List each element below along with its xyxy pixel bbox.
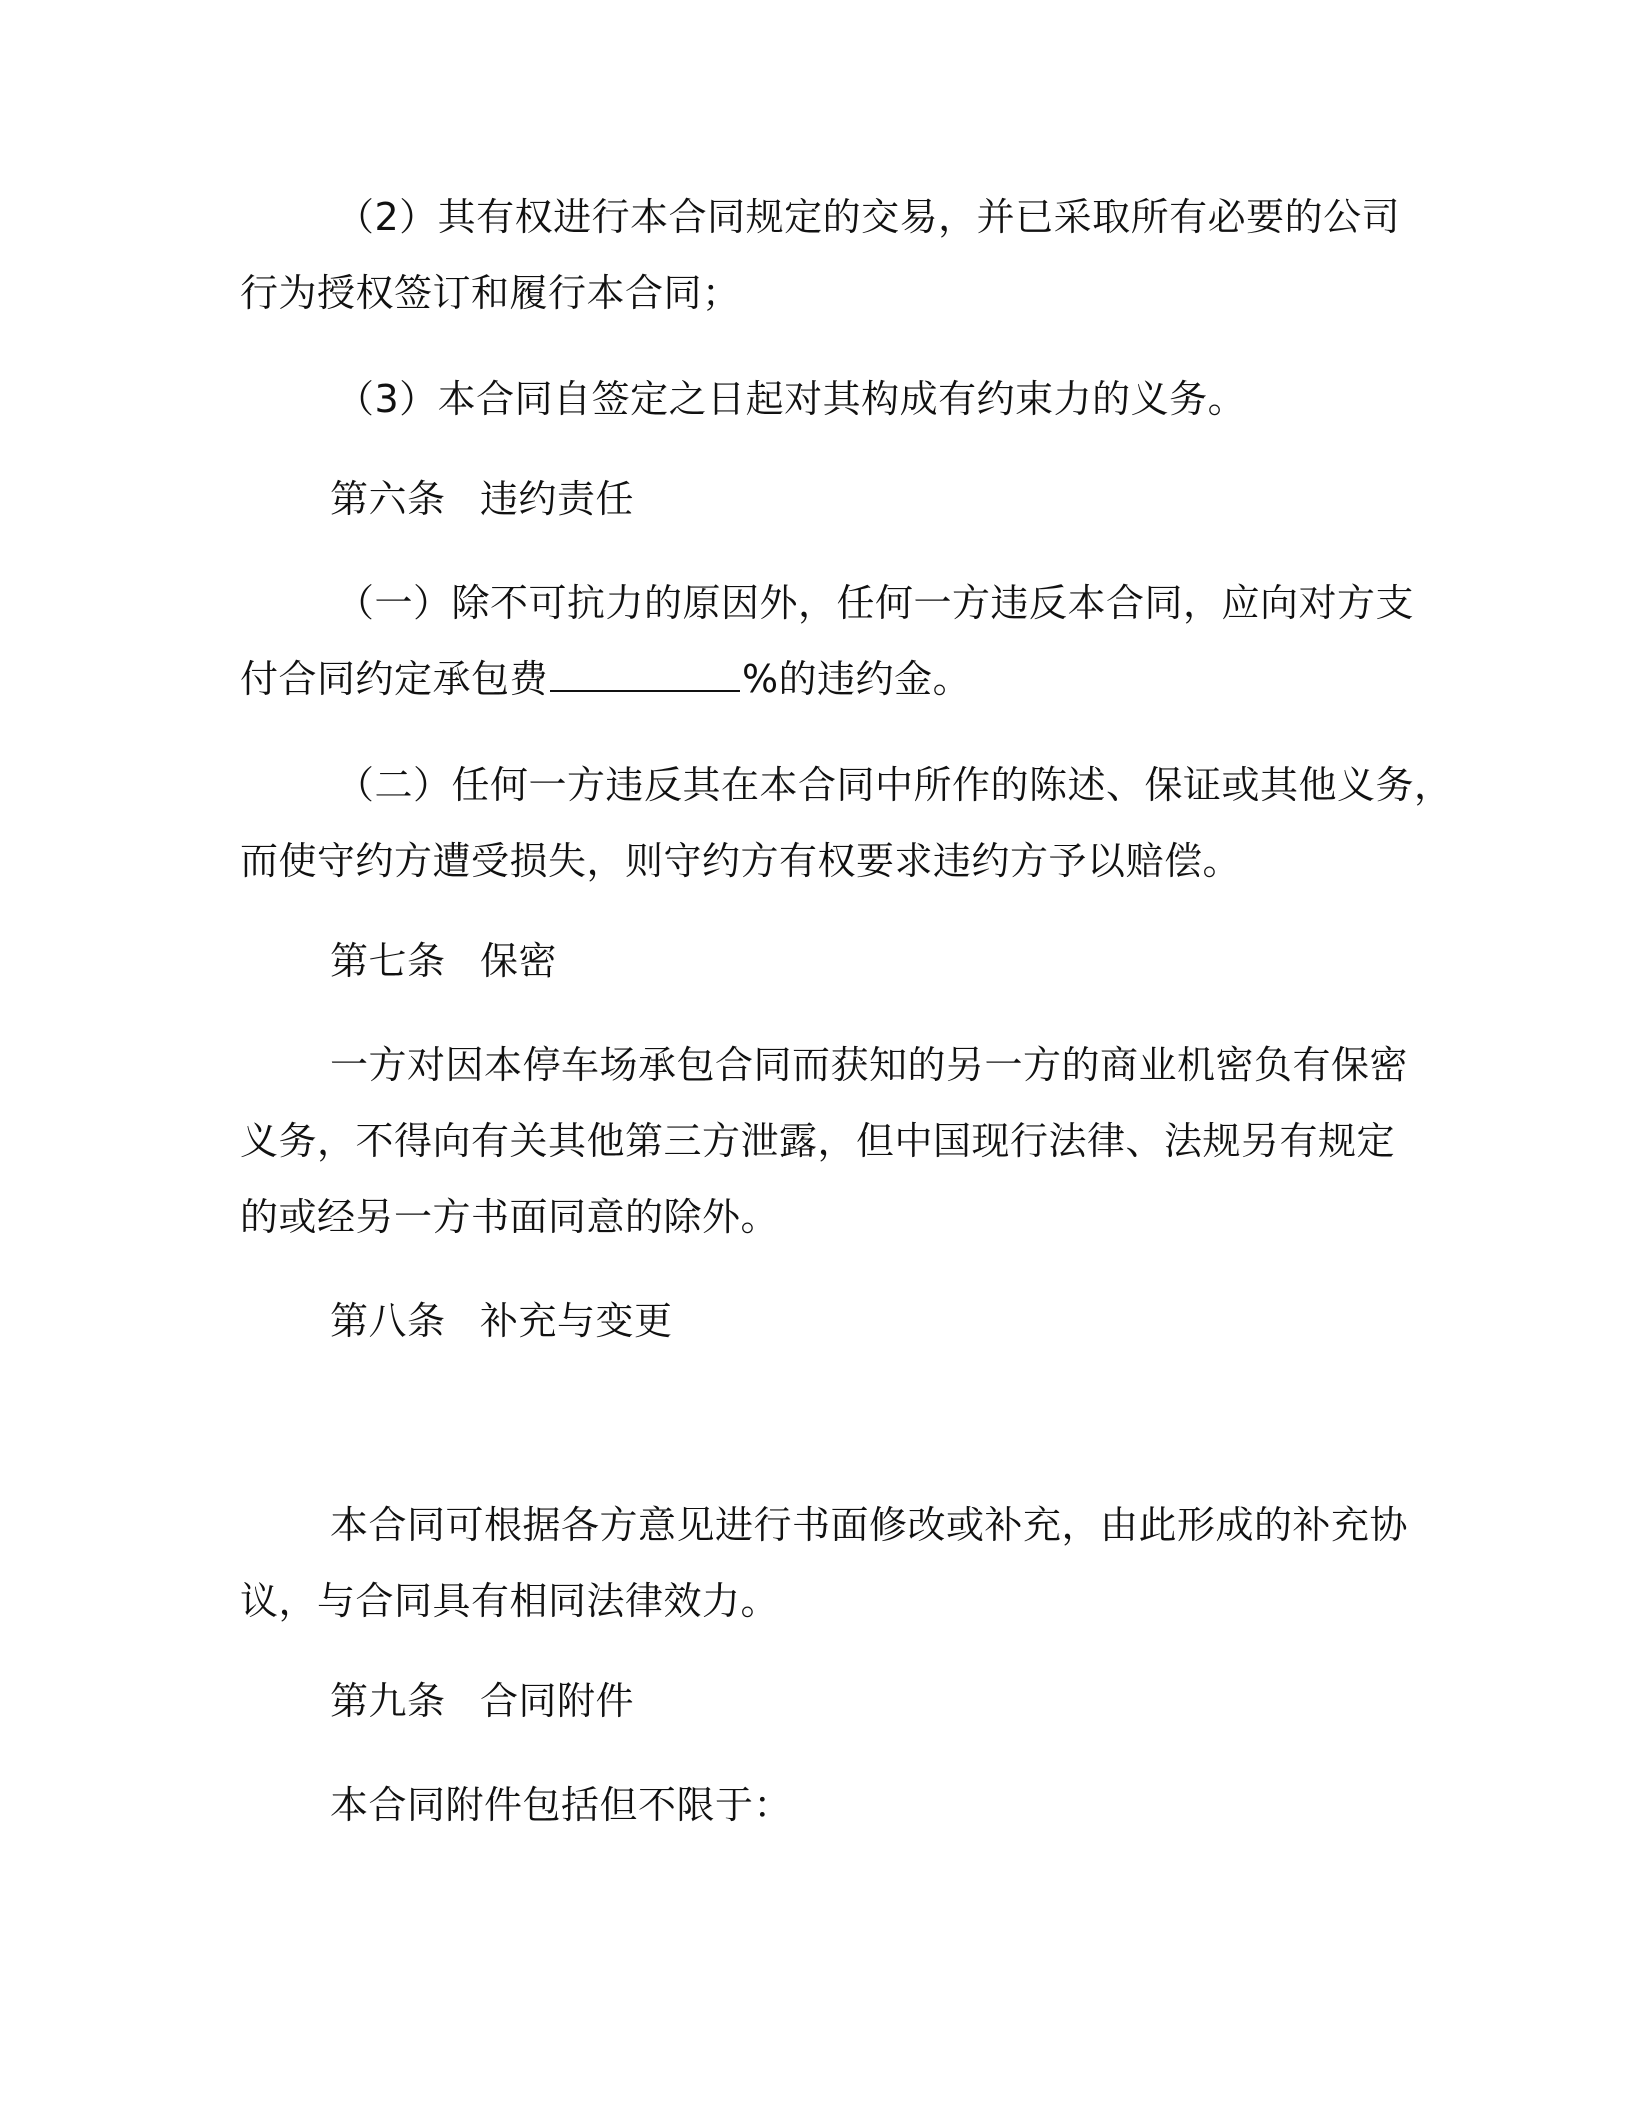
fill-in-blank[interactable] — [550, 656, 740, 692]
article-6-para-1-line-1: （一）除不可抗力的原因外，任何一方违反本合同，应向对方支 — [336, 581, 1415, 625]
article-6-para-2-line-1: （二）任何一方违反其在本合同中所作的陈述、保证或其他义务， — [336, 763, 1453, 807]
article-8-line-2: 议，与合同具有相同法律效力。 — [240, 1579, 780, 1623]
article-8-number: 第八条 — [330, 1299, 446, 1343]
article-6-number: 第六条 — [330, 477, 446, 521]
article-7-line-1: 一方对因本停车场承包合同而获知的另一方的商业机密负有保密 — [330, 1043, 1409, 1087]
clause-2-line-1: （2）其有权进行本合同规定的交易，并已采取所有必要的公司 — [336, 195, 1401, 239]
article-8-heading — [330, 1296, 673, 1346]
article-7-title: 保密 — [480, 939, 558, 983]
article-7-line-2: 义务，不得向有关其他第三方泄露，但中国现行法律、法规另有规定 — [240, 1119, 1396, 1163]
article-6-heading — [330, 474, 634, 524]
article-6-para-2-line-2: 而使守约方遭受损失，则守约方有权要求违约方予以赔偿。 — [240, 839, 1242, 883]
article-9-heading — [330, 1676, 634, 1726]
article-7-line-3: 的或经另一方书面同意的除外。 — [240, 1195, 780, 1239]
article-6-para-1-text-before-blank: 付合同约定承包费 — [240, 657, 549, 701]
article-6-title: 违约责任 — [480, 477, 635, 521]
article-9-title: 合同附件 — [480, 1679, 635, 1723]
clause-2-line-2: 行为授权签订和履行本合同； — [240, 271, 741, 315]
article-9-number: 第九条 — [330, 1679, 446, 1723]
article-9-line-1: 本合同附件包括但不限于： — [330, 1783, 793, 1827]
clause-3-line-1: （3）本合同自签定之日起对其构成有约束力的义务。 — [336, 377, 1247, 421]
article-6-para-1-text-after-blank: %的违约金。 — [742, 657, 972, 701]
article-6-para-1-line-2 — [240, 654, 971, 704]
article-7-heading — [330, 936, 557, 986]
article-7-number: 第七条 — [330, 939, 446, 983]
article-8-line-1: 本合同可根据各方意见进行书面修改或补充，由此形成的补充协 — [330, 1503, 1409, 1547]
article-8-title: 补充与变更 — [480, 1299, 673, 1343]
